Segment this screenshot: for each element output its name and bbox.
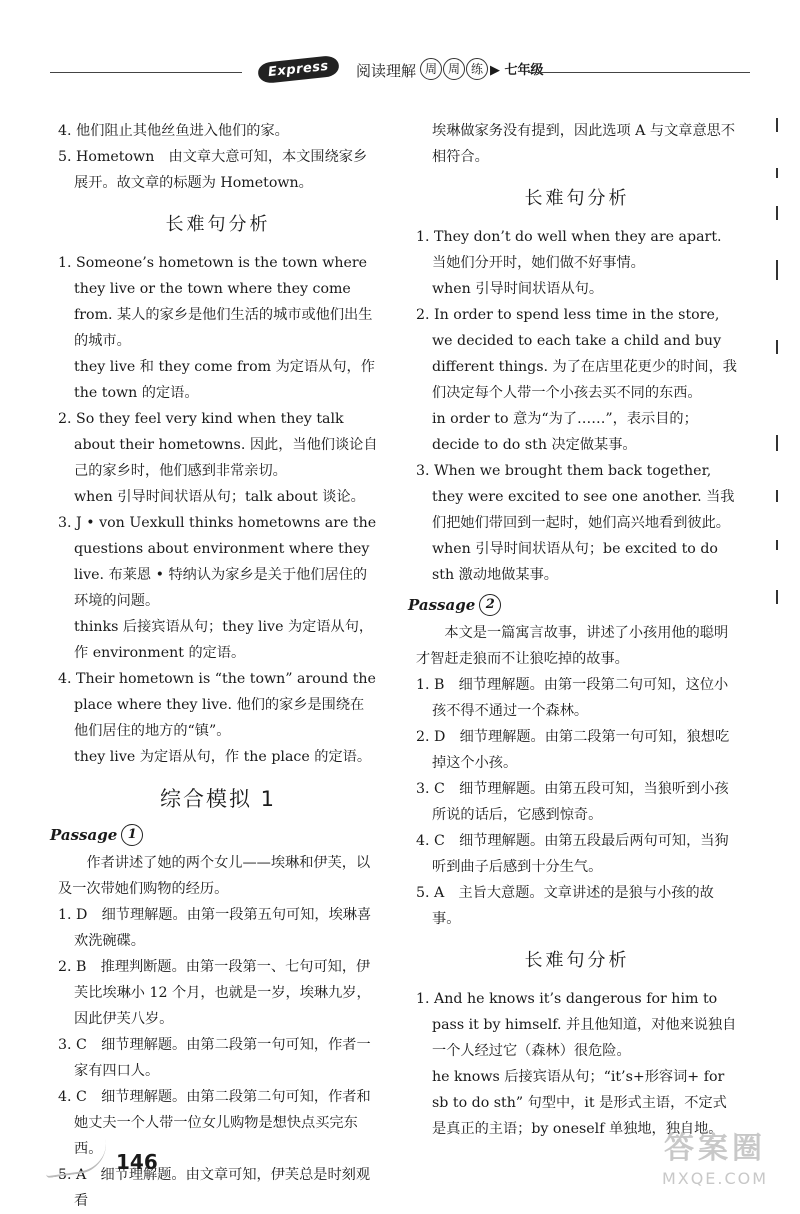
analysis-sentence: 3. When we brought them back together, they were excited to see one another. 当我们把她们带回到一起时，她们高兴地看到彼此。	[416, 463, 735, 531]
analysis-sentence: 3. J • von Uexkull thinks hometowns are the questions about environment where they live. 布莱恩 • 特纳认为家乡是关于他们居住的环境的问题。	[58, 515, 377, 609]
answer-item: 1. B 细节理解题。由第一段第二句可知，这位小孩不得不通过一个森林。	[416, 677, 729, 719]
stamp-3: 练	[466, 58, 488, 80]
analysis-note: when 引导时间状语从句；be excited to do sth 激动地做某事。	[432, 541, 718, 583]
header-rule-right	[528, 72, 750, 73]
logo-badge: Express	[257, 54, 340, 83]
series-logo	[244, 52, 352, 86]
analysis-sentence: 1. And he knows it’s dangerous for him to pass it by himself. 并且他知道，对他来说独自一个人经过它（森林）很危险。	[416, 991, 737, 1059]
passage-heading	[408, 592, 738, 618]
analysis-sentence: 4. Their hometown is “the town” around the place where they live. 他们的家乡是围绕在他们居住的地方的“镇”。	[58, 671, 376, 739]
answer-item: 4. C 细节理解题。由第五段最后两句可知，当狗听到曲子后感到十分生气。	[416, 833, 729, 875]
page-number: 146	[116, 1150, 158, 1174]
grade-label: ▶ 七年级	[490, 63, 544, 78]
left-column	[50, 118, 378, 1214]
analysis-sentence: 1. They don’t do well when they are apart. 当她们分开时，她们做不好事情。	[416, 229, 722, 271]
analysis-note: they live 和 they come from 为定语从句，作 the town 的定语。	[74, 359, 375, 401]
analysis-sentence: 2. In order to spend less time in the store, we decided to each take a child and buy different things. 为了在店里花更少的时间，我们决定每个人带一个小孩去买不同的东西。	[416, 307, 737, 401]
analysis-sentence: 2. So they feel very kind when they talk about their hometowns. 因此，当他们谈论自己的家乡时，他们感到非常亲切。	[58, 411, 378, 479]
watermark	[640, 1130, 790, 1196]
answer-item: 4. 他们阻止其他丝鱼进入他们的家。	[58, 123, 289, 139]
passage-number: 1	[121, 824, 143, 846]
analysis-note: thinks 后接宾语从句；they live 为定语从句，作 environment 的定语。	[74, 619, 374, 661]
answer-item: 1. D 细节理解题。由第一段第五句可知，埃琳喜欢洗碗碟。	[58, 907, 372, 949]
answer-item: 5. Hometown 由文章大意可知，本文围绕家乡展开。故文章的标题为 Hometown。	[58, 149, 368, 191]
watermark-line-2: MXQE.COM	[661, 1169, 769, 1188]
page-header	[50, 48, 750, 88]
answer-item: 3. C 细节理解题。由第五段可知，当狼听到小孩所说的话后，它感到惊奇。	[416, 781, 729, 823]
answer-item: 5. A 主旨大意题。文章讲述的是狼与小孩的故事。	[416, 885, 714, 927]
practice-title: 综合模拟 1	[159, 787, 277, 811]
passage-label: Passage	[50, 826, 118, 844]
answer-item: 2. B 推理判断题。由第一段第一、七句可知，伊芙比埃琳小 12 个月，也就是一岁，埃琳九岁，因此伊芙八岁。	[58, 959, 371, 1027]
section-title: 长难句分析	[524, 188, 630, 209]
passage-label: Passage	[408, 596, 476, 614]
passage-heading	[50, 822, 378, 848]
passage-intro: 作者讲述了她的两个女儿——埃琳和伊芙，以及一次带她们购物的经历。	[58, 855, 371, 897]
passage-intro: 本文是一篇寓言故事，讲述了小孩用他的聪明才智赶走狼而不让狼吃掉的故事。	[416, 625, 729, 667]
analysis-note: he knows 后接宾语从句；“it’s+形容词+ for sb to do sth” 句型中，it 是形式主语，不定式是真正的主语；by oneself 单独地，独自地。	[432, 1069, 727, 1137]
answer-item: 3. C 细节理解题。由第二段第一句可知，作者一家有四口人。	[58, 1037, 371, 1079]
analysis-note: when 引导时间状语从句；talk about 谈论。	[74, 489, 365, 505]
analysis-note: in order to 意为“为了……”，表示目的；decide to do sth 决定做某事。	[432, 411, 698, 453]
section-title: 长难句分析	[524, 950, 630, 971]
watermark-line-1: 答案圈	[664, 1131, 766, 1166]
stamp-1: 周	[420, 58, 442, 80]
right-column	[408, 118, 738, 1142]
section-title: 长难句分析	[165, 214, 271, 235]
series-title: 阅读理解	[356, 62, 417, 80]
passage-number: 2	[479, 594, 501, 616]
analysis-note: when 引导时间状语从句。	[432, 281, 604, 297]
answer-item: 2. D 细节理解题。由第二段第一句可知，狼想吃掉这个小孩。	[416, 729, 730, 771]
stamp-2: 周	[443, 58, 465, 80]
analysis-note: they live 为定语从句，作 the place 的定语。	[74, 749, 372, 765]
header-rule-left	[50, 72, 242, 73]
continued-text: 埃琳做家务没有提到，因此选项 A 与文章意思不相符合。	[432, 123, 736, 165]
analysis-sentence: 1. Someone’s hometown is the town where they live or the town where they come from. 某人的家乡是他们生活的城市或他们出生的城市。	[58, 255, 373, 349]
scan-edge-marks	[776, 110, 782, 630]
answer-item: 5. A 细节理解题。由文章可知，伊芙总是时刻观看	[58, 1167, 371, 1209]
answer-item: 4. C 细节理解题。由第二段第二句可知，作者和她丈夫一个人带一位女儿购物是想快点买完东西。	[58, 1089, 371, 1157]
